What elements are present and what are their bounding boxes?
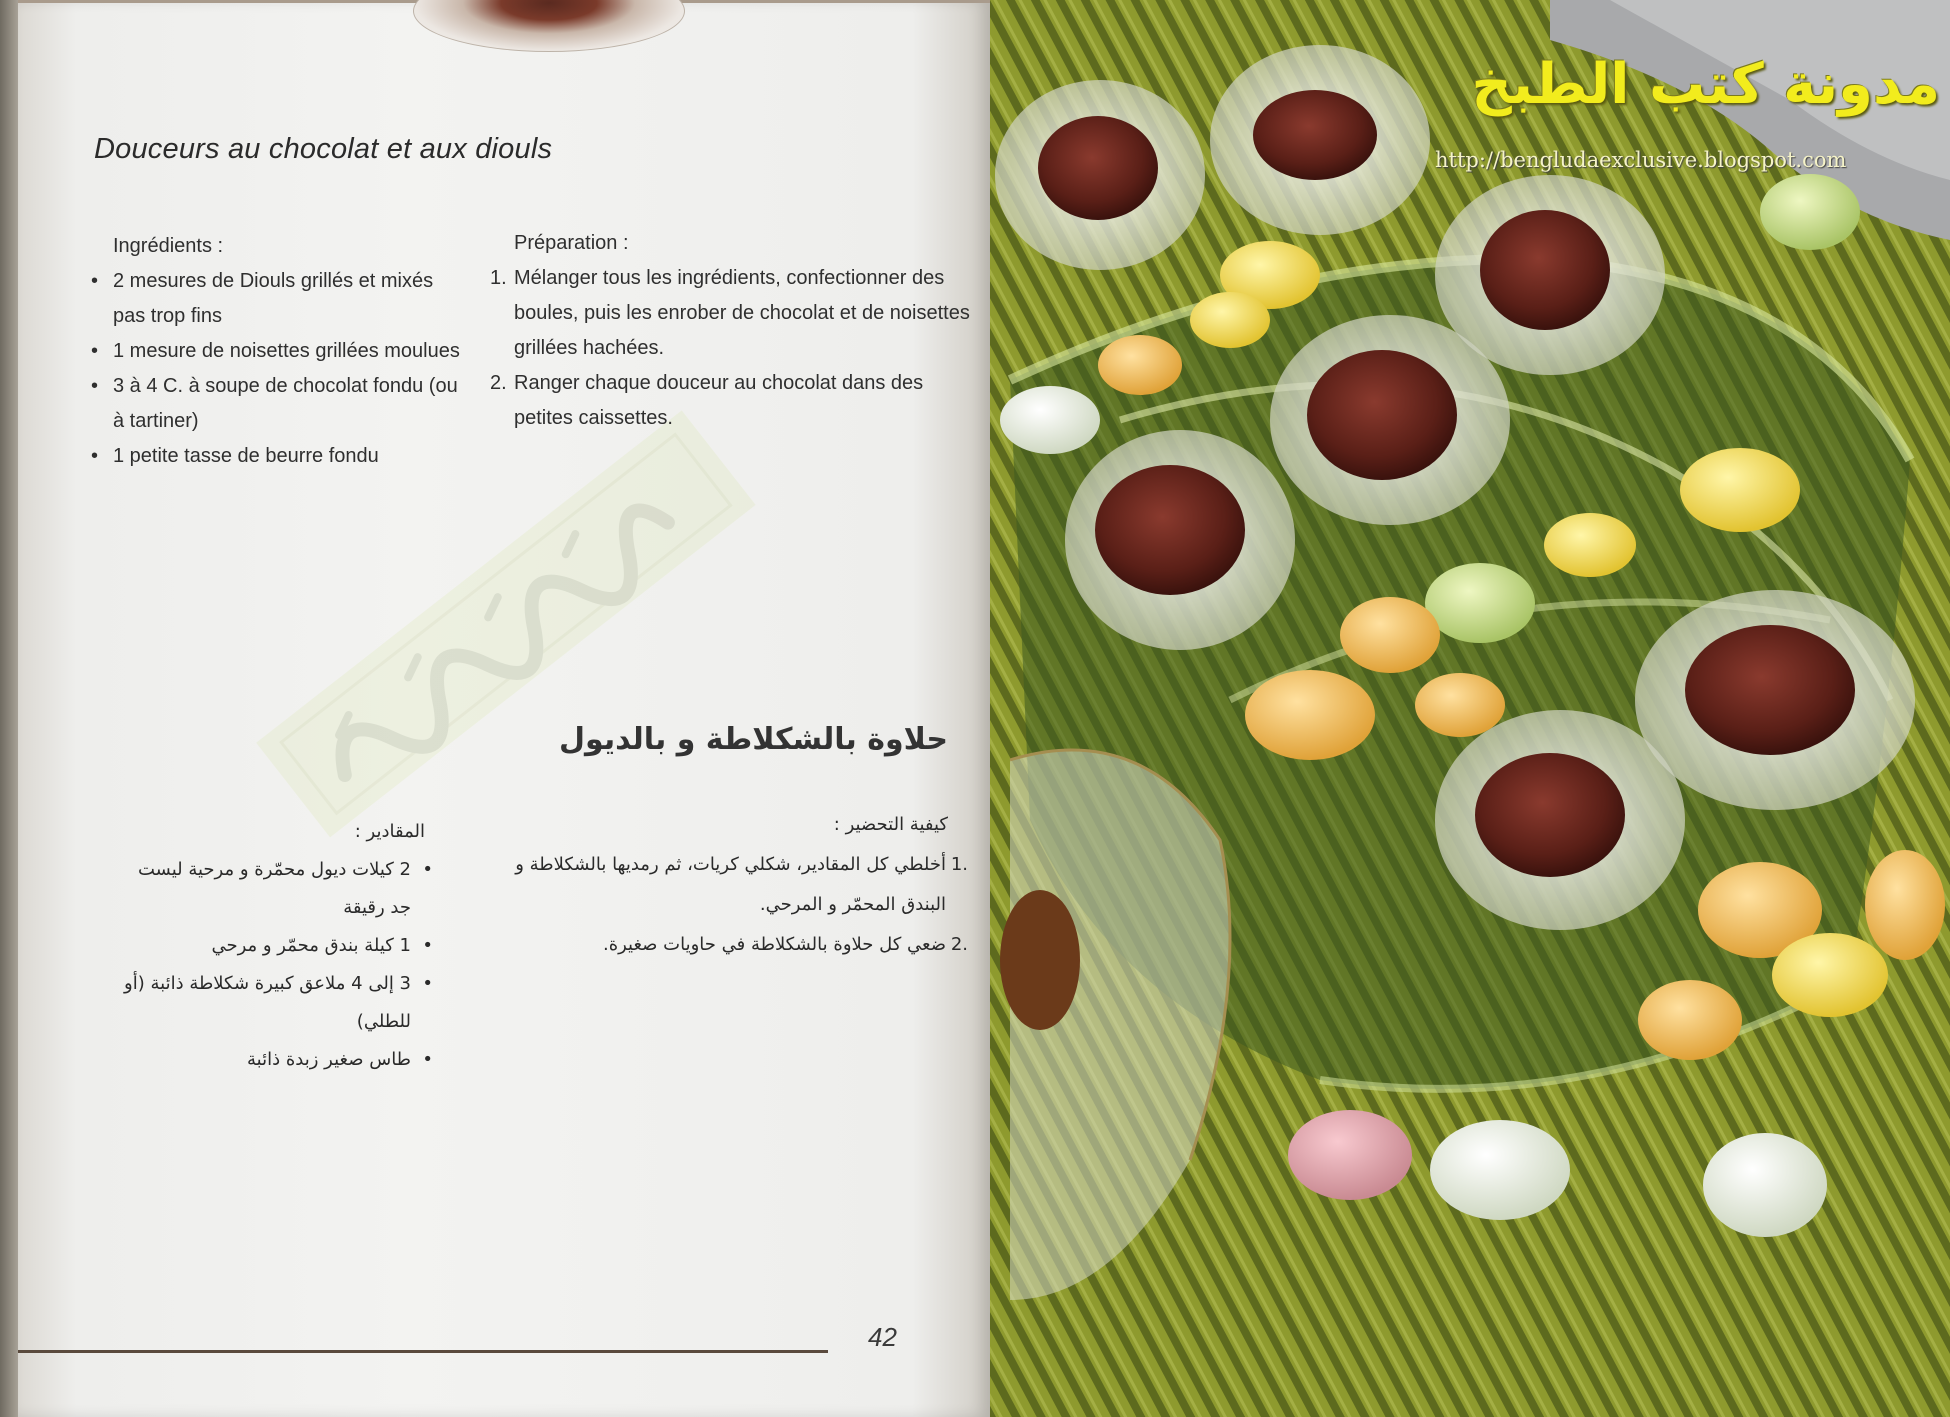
step-text: ضعي كل حلاوة بالشكلاطة في حاويات صغيرة. xyxy=(602,934,946,955)
left-page xyxy=(18,0,990,1417)
footer-rule xyxy=(18,1350,828,1353)
list-item: • 1 mesure de noisettes grillées moulues xyxy=(113,334,463,369)
step-number: .2 xyxy=(950,934,968,955)
list-item: • 1 كيلة بندق محمّر و مرحي xyxy=(118,927,433,965)
list-item xyxy=(498,845,968,925)
ingredients-list-ar xyxy=(118,851,433,1079)
list-item: • طاس صغير زبدة ذائبة xyxy=(118,1041,433,1079)
sweets-photo xyxy=(990,0,1950,1417)
preparation-steps-fr xyxy=(490,261,970,436)
list-item: • 2 mesures de Diouls grillés et mixés pas trop fins xyxy=(113,264,463,334)
ingredients-list-fr xyxy=(113,264,463,474)
ingredients-fr xyxy=(113,229,463,474)
preparation-fr xyxy=(490,226,970,436)
list-item: • 2 كيلات ديول محمّرة و مرحية ليست جد رقيقة xyxy=(118,851,433,927)
blog-watermark-url: http://bengludaexclusive.blogspot.com xyxy=(1435,148,1847,172)
list-item xyxy=(490,366,970,436)
preparation-steps-ar xyxy=(498,845,968,965)
list-item xyxy=(498,925,968,965)
header-decoration-plate xyxy=(413,0,685,52)
list-item: • 3 إلى 4 ملاعق كبيرة شكلاطة ذائبة (أو للطلي) xyxy=(118,965,433,1041)
ingredients-ar xyxy=(118,813,433,1079)
list-item: • 1 petite tasse de beurre fondu xyxy=(113,439,463,474)
blog-watermark-title: مدونة كتب الطبخ xyxy=(1471,52,1940,117)
step-text: Ranger chaque douceur au chocolat dans des petites caissettes. xyxy=(514,372,924,429)
left-page-edge xyxy=(0,0,18,1417)
step-text: أخلطي كل المقادير، شكلي كريات، ثم رمديها بالشكلاطة و البندق المحمّر و المرحي. xyxy=(515,854,946,915)
list-item: • 3 à 4 C. à soupe de chocolat fondu (ou à tartiner) xyxy=(113,369,463,439)
page-number: 42 xyxy=(868,1322,897,1352)
ingredients-heading-fr: Ingrédients : xyxy=(113,235,224,257)
preparation-heading-fr: Préparation : xyxy=(514,232,629,254)
preparation-ar xyxy=(498,805,968,965)
right-page xyxy=(990,0,1950,1417)
ingredients-heading-ar: المقادير : xyxy=(354,821,425,842)
recipe-title-fr: Douceurs au chocolat et aux diouls xyxy=(94,133,553,165)
recipe-title-ar: حلاوة بالشكلاطة و بالديول xyxy=(559,722,948,757)
step-number: 2. xyxy=(490,372,507,394)
preparation-heading-ar: كيفية التحضير : xyxy=(833,814,948,835)
step-text: Mélanger tous les ingrédients, confectionner des boules, puis les enrober de chocolat et de noisettes grillées hachées. xyxy=(514,267,970,359)
step-number: 1. xyxy=(490,267,507,289)
step-number: .1 xyxy=(950,854,968,875)
list-item xyxy=(490,261,970,366)
